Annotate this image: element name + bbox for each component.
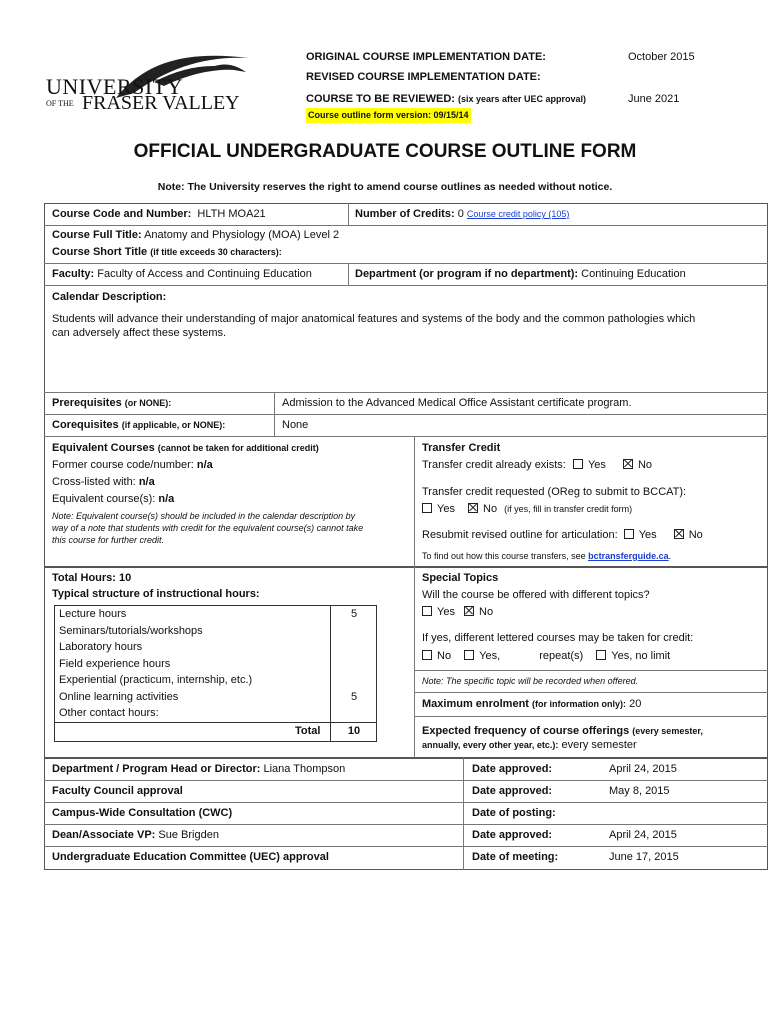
lettered-yes-checkbox[interactable] [464,650,474,660]
hours-row-value [331,705,377,722]
hours-total-label: Total [295,725,321,737]
approval-value: Liana Thompson [263,763,346,775]
total-hours-label: Total Hours: [52,572,116,584]
frequency-note-1: (every semester, [632,726,703,736]
reviewed-note: (six years after UEC approval) [458,94,587,104]
transfer-requested-no: No [483,503,498,515]
hours-row-value [331,656,377,673]
calendar-line-1: Students will advance their understanding of major anatomical features and systems of the body and the common pathologies which [52,313,696,325]
former-code-value: n/a [196,459,213,471]
total-hours-row [52,572,131,584]
bctransferguide-link[interactable]: bctransferguide.ca [588,551,669,561]
resubmit-yes-checkbox[interactable] [624,529,634,539]
approval-date-label: Date approved: [472,763,553,775]
special-no: No [479,606,494,618]
transfer-exists-yes-checkbox[interactable] [573,459,583,469]
transfer-exists-row [422,459,652,471]
special-no-checkbox[interactable] [464,606,474,616]
approval-date: April 24, 2015 [609,829,677,841]
hours-row-value [331,672,377,689]
logo-university: UNIVERSITY [46,74,183,99]
page-title: OFFICIAL UNDERGRADUATE COURSE OUTLINE FORM [133,141,637,162]
faculty-label: Faculty: [52,268,95,280]
short-title-row [52,246,282,258]
reviewed-value: June 2021 [628,93,680,105]
coreq-value: None [282,419,309,431]
prereq-value: Admission to the Advanced Medical Office Assistant certificate program. [282,397,632,409]
department-value: Continuing Education [581,268,686,280]
approval-date-label: Date approved: [472,785,553,797]
reviewed-label: COURSE TO BE REVIEWED: [306,93,455,105]
short-title-label: Course Short Title [52,246,148,258]
approval-label: Campus-Wide Consultation (CWC) [52,807,233,819]
credit-policy-link[interactable]: Course credit policy (105) [466,209,570,219]
reviewed-label-row [306,93,586,105]
transfer-requested-label: Transfer credit requested (OReg to submit to BCCAT): [422,486,687,498]
hours-row-label: Experiential (practicum, internship, etc.) [59,674,253,686]
hours-row-label: Laboratory hours [59,641,143,653]
equivalent-note: (cannot be taken for additional credit) [157,443,319,453]
lettered-options-row [422,650,670,662]
frequency-label: Expected frequency of course offerings [422,725,630,737]
frequency-row-1 [422,725,703,737]
frequency-value: every semester [561,739,637,751]
hours-row-value [331,623,377,640]
hours-row-label: Field experience hours [59,657,171,670]
hours-row [59,639,329,656]
equivalent-note-1: Note: Equivalent course(s) should be included in the calendar description by [52,511,356,521]
approval-label: Undergraduate Education Committee (UEC) approval [52,851,329,863]
transfer-exists-no: No [637,459,653,471]
frequency-row-2 [422,739,637,751]
approval-label: Dean/Associate VP: [52,829,156,841]
faculty-value: Faculty of Access and Continuing Education [97,268,312,280]
special-yes: Yes [437,606,455,618]
hours-row-value: 5 [350,690,358,703]
hours-row-label: Online learning activities [59,690,179,703]
transfer-requested-yes: Yes [437,503,455,515]
department-label: Department (or program if no department): [355,268,579,280]
hours-row-label: Seminars/tutorials/workshops [59,624,203,637]
equivalent-course-value: n/a [158,493,175,505]
hours-row-label: Other contact hours: [59,707,159,719]
prereq-label: Prerequisites [52,397,122,409]
frequency-note-2: annually, every other year, etc.): [422,740,559,750]
resubmit-label: Resubmit revised outline for articulation: [422,529,618,541]
course-code-row [52,208,266,220]
total-hours-value: 10 [119,572,132,584]
faculty-row [52,268,312,280]
calendar-line-2: can adversely affect these systems. [52,327,227,339]
approval-row [52,807,232,819]
special-topics-label: Special Topics [422,572,499,584]
lettered-no-checkbox[interactable] [422,650,432,660]
transfer-exists-label: Transfer credit already exists: [422,459,566,471]
hours-total-value: 10 [347,725,361,737]
approval-row [52,829,219,841]
approval-date-label: Date of posting: [472,807,556,819]
full-title-row [52,229,339,241]
department-row [355,268,686,280]
coreq-label: Corequisites [52,419,119,431]
approval-row [52,851,329,863]
approval-date: May 8, 2015 [609,785,670,797]
hours-row [59,672,329,689]
lettered-nolimit-checkbox[interactable] [596,650,606,660]
approval-row [52,763,345,775]
logo-fraser-valley: FRASER VALLEY [82,92,240,114]
revised-date-label: REVISED COURSE IMPLEMENTATION DATE: [306,71,541,83]
transfer-exists-no-checkbox[interactable] [623,459,633,469]
coreq-note: (if applicable, or NONE): [121,420,226,430]
hours-row-value [331,639,377,656]
lettered-no: No [437,650,452,662]
max-enrolment-note: (for information only): [532,699,627,709]
hours-rows [59,606,329,722]
max-enrolment-row [422,698,641,710]
cross-listed-row [52,476,155,488]
special-yes-checkbox[interactable] [422,606,432,616]
full-title-label: Course Full Title: [52,229,142,241]
hours-row-value: 5 [350,608,358,620]
max-enrolment-value: 20 [629,698,642,710]
approval-date: June 17, 2015 [609,851,679,863]
short-title-note: (if title exceeds 30 characters): [150,247,282,257]
resubmit-row [422,529,703,541]
equivalent-course-row [52,493,174,505]
cross-listed-value: n/a [138,476,155,488]
course-code-value: HLTH MOA21 [197,208,266,220]
resubmit-no: No [688,529,703,541]
find-out-row [422,551,671,561]
transfer-requested-row [422,503,632,515]
hours-row [59,689,329,706]
lettered-yes: Yes, [479,650,501,662]
equivalent-header [52,442,319,454]
special-topics-question: Will the course be offered with different topics? [422,589,650,601]
find-out-end: . [668,551,672,561]
calendar-label: Calendar Description: [52,291,167,303]
approval-label: Department / Program Head or Director: [52,763,261,775]
special-topics-answer-row [422,606,493,618]
transfer-label: Transfer Credit [422,442,501,454]
equivalent-label: Equivalent Courses [52,442,155,454]
max-enrolment-label: Maximum enrolment [422,698,529,710]
coreq-row [52,419,225,431]
transfer-fill-note: (if yes, fill in transfer credit form) [504,504,633,514]
hours-row [59,606,329,623]
transfer-requested-no-checkbox[interactable] [468,503,478,513]
full-title-value: Anatomy and Physiology (MOA) Level 2 [144,229,340,241]
special-topic-note: Note: The specific topic will be recorded when offered. [422,676,639,686]
credits-label: Number of Credits: [355,208,455,220]
form-version: Course outline form version: 09/15/14 [308,110,469,120]
equivalent-course-label: Equivalent course(s): [52,493,156,505]
former-code-label: Former course code/number: [52,459,194,471]
hours-row [59,705,329,722]
original-date-value: October 2015 [628,51,695,63]
prereq-row [52,397,171,409]
lettered-question: If yes, different lettered courses may be taken for credit: [422,632,694,644]
hours-row [59,623,329,640]
approval-row [52,785,183,797]
hours-row [59,656,329,673]
form-version-banner [306,108,471,123]
prereq-note: (or NONE): [124,398,172,408]
find-out-text: To find out how this course transfers, see [422,551,586,561]
resubmit-no-checkbox[interactable] [674,529,684,539]
credits-row [355,208,569,220]
approval-date-label: Date approved: [472,829,553,841]
logo-of-the: OF THE [46,99,74,108]
lettered-nolimit: Yes, no limit [611,650,671,662]
former-code-row [52,459,213,471]
credits-value: 0 [457,208,464,220]
approval-value: Sue Brigden [158,829,219,841]
equivalent-note-3: this course for further credit. [52,535,165,545]
structure-label: Typical structure of instructional hours: [52,588,260,600]
page-note: Note: The University reserves the right to amend course outlines as needed without notice. [157,181,613,193]
lettered-repeats: repeat(s) [539,650,584,662]
original-date-label: ORIGINAL COURSE IMPLEMENTATION DATE: [306,51,546,63]
cross-listed-label: Cross-listed with: [52,476,136,488]
equivalent-note-2: way of a note that students with credit for the equivalent course(s) cannot take [52,523,364,533]
approval-label: Faculty Council approval [52,785,183,797]
approval-date-label: Date of meeting: [472,851,559,863]
course-code-label: Course Code and Number: [52,208,192,220]
transfer-exists-yes: Yes [587,459,606,471]
university-logo [44,48,254,120]
approval-date: April 24, 2015 [609,763,677,775]
hours-row-label: Lecture hours [59,608,127,620]
transfer-requested-yes-checkbox[interactable] [422,503,432,513]
resubmit-yes: Yes [638,529,657,541]
hours-values [331,606,377,722]
